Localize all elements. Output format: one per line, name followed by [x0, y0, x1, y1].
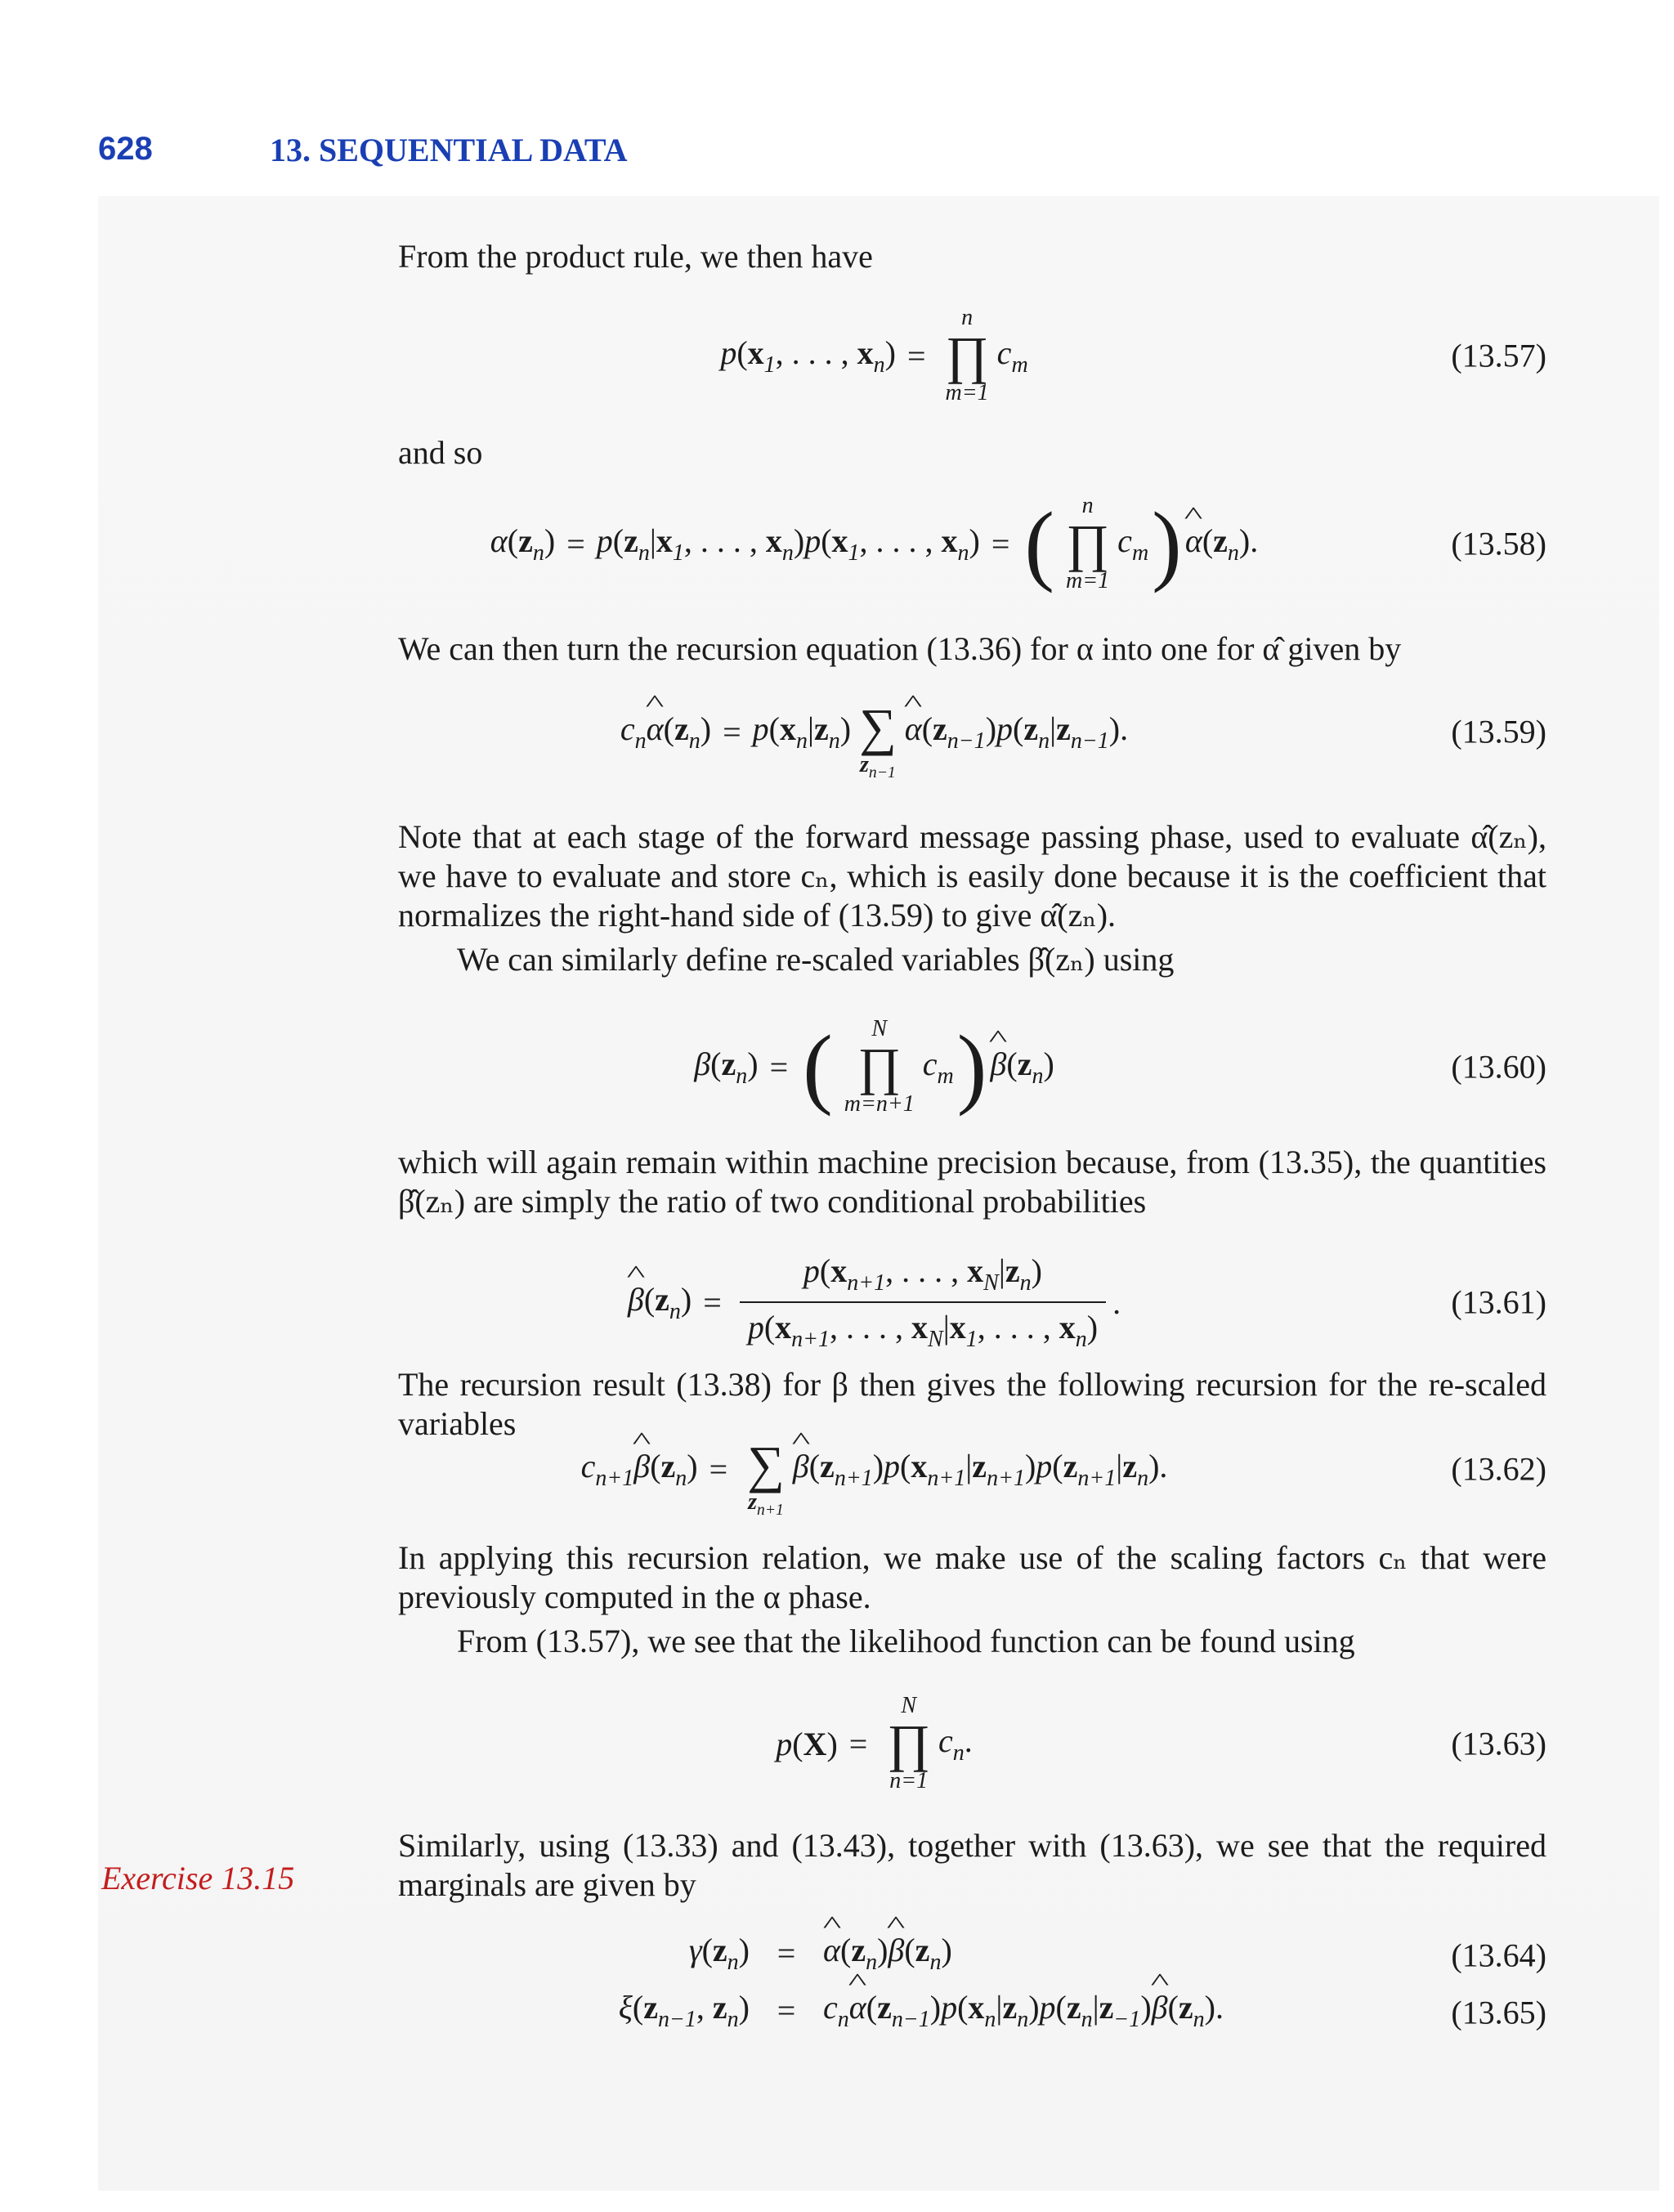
equation-13-57: [398, 294, 1546, 417]
equation-13-62: [398, 1408, 1546, 1530]
equation-body: $\beta(z_n)$ = ( N ∏ m=n+1 $c_m$ ) ^ $\beta(z_n)$: [398, 1005, 1350, 1128]
paragraph-5: We can similarly define re-scaled variables β̂(zₙ) using: [457, 941, 1175, 978]
exercise-reference[interactable]: Exercise 13.15: [101, 1860, 295, 1896]
equation-body: $\gamma(z_n)$ = ^ $\alpha(z_n)\^{}$ $\beta(z_n)$: [398, 1924, 1350, 1981]
equation-body: $\alpha(z_n)$ = $p(z_n|x_1$, . . . , $x_n)p(x_1$, . . . , $x_n$) = ( n ∏ m=1 $c_m$ ) ^ $\alpha(z_n)$.: [398, 482, 1350, 605]
equation-13-64: [398, 1924, 1546, 1986]
paragraph-7: The recursion result (13.38) for β then gives the following recursion for the re-scaled variables: [398, 1366, 1546, 1442]
equation-13-59: [398, 670, 1546, 793]
equation-number: (13.63): [1451, 1725, 1546, 1762]
equation-number: (13.61): [1451, 1283, 1546, 1321]
equation-number: (13.58): [1451, 525, 1546, 562]
equation-number: (13.64): [1451, 1937, 1546, 1974]
equation-number: (13.57): [1451, 337, 1546, 374]
paragraph-9: From (13.57), we see that the likelihood function can be found using: [457, 1623, 1355, 1659]
chapter-title: 13. SEQUENTIAL DATA: [270, 132, 628, 168]
paragraph-2: and so: [398, 434, 483, 471]
equation-number: (13.60): [1451, 1048, 1546, 1086]
paragraph-10: Similarly, using (13.33) and (13.43), together with (13.63), we see that the required marginals are given by: [398, 1827, 1546, 1903]
paragraph-1: From the product rule, we then have: [398, 238, 873, 275]
equation-body: p(X) = N ∏ n=1 $c_n$.: [776, 1693, 973, 1793]
equation-body: $c_{n+1}\^{}$ $\beta(z_n)$ = ∑ $z_{n+1}$ ^ $\beta(z_{n+1})p(x_{n+1}|z_{n+1})p(z_{n+1}|z_n)$.: [398, 1408, 1350, 1530]
paragraph-4: Note that at each stage of the forward message passing phase, used to evaluate α̂(zₙ), we have to evaluate and store cₙ, which is easily done because it is the coefficient that normalizes the right-hand side of (13.59) to give α̂(zₙ).: [398, 818, 1546, 934]
equation-13-61: [398, 1241, 1546, 1363]
equation-body: $c_n\^{}$ $\alpha(z_n)$ = $p(x_n|z_n)$ ∑ $z_{n-1}$ ^ $\alpha(z_{n-1})p(z_n|z_{n-1})$.: [398, 670, 1350, 793]
equation-number: (13.62): [1451, 1450, 1546, 1488]
paragraph-8: In applying this recursion relation, we make use of the scaling factors cₙ that were previously computed in the α phase.: [398, 1539, 1546, 1615]
equation-body: ^ $\beta(z_n)$ = $\frac{p(x_{n+1}, . . . , x_N|z_n)}{p(x_{n+1}, . . . , x_N|x_1, . . . , x_n)}$ .: [398, 1241, 1350, 1363]
equation-body: $p(x_1$, . . . , $x_n$) = n ∏ m=1 $c_m$: [720, 305, 1028, 405]
equation-13-65: [398, 1981, 1546, 2044]
equation-number: (13.65): [1451, 1994, 1546, 2031]
equation-number: (13.59): [1451, 713, 1546, 750]
equation-13-58: [398, 482, 1546, 605]
page-number: 628: [98, 131, 153, 167]
equation-13-60: [398, 1005, 1546, 1128]
equation-13-63: [398, 1682, 1546, 1805]
equation-body: $\xi(z_{n-1}$, $z_n$) = $c_n\^{}$ $\alpha(z_{n-1})p(x_n|z_n)p(z_n|z_{-1})\^{}$ $\beta(z_n)$.: [398, 1981, 1350, 2039]
paragraph-6: which will again remain within machine precision because, from (13.35), the quantities β̂(zₙ) are simply the ratio of two conditional probabilities: [398, 1144, 1546, 1220]
paragraph-3: We can then turn the recursion equation (13.36) for α into one for α̂ given by: [398, 630, 1402, 667]
